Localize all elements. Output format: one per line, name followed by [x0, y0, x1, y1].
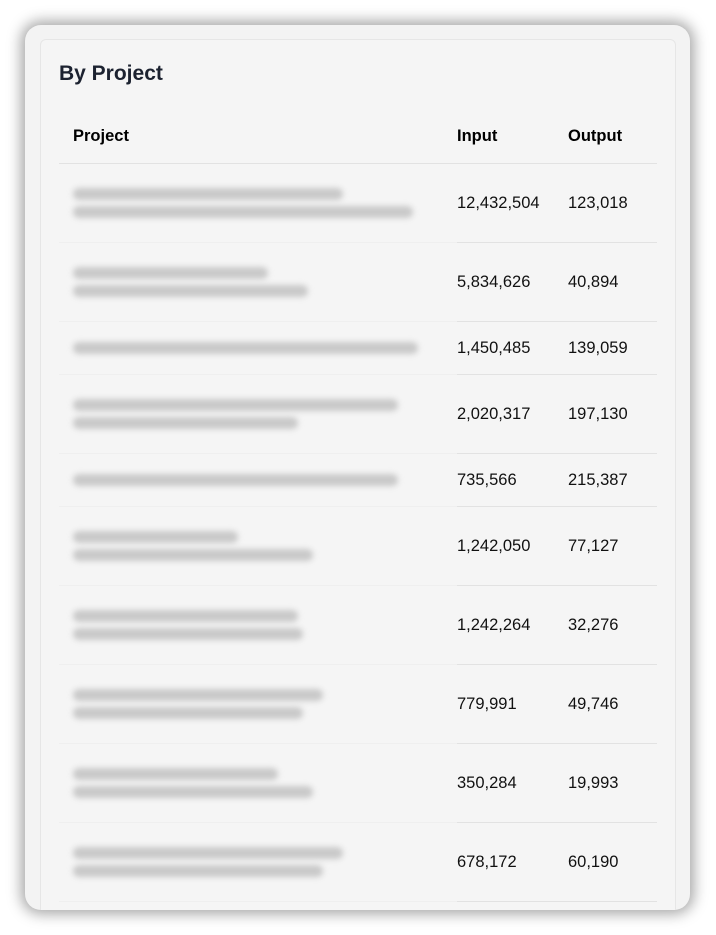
- project-name-redacted: [59, 586, 457, 665]
- input-tokens: 1,242,264: [457, 586, 568, 665]
- output-tokens: 139,059: [568, 322, 657, 375]
- blurred-text: [73, 188, 343, 200]
- section-title: By Project: [59, 62, 163, 85]
- project-name-redacted: [59, 823, 457, 902]
- project-usage-table: [59, 110, 657, 902]
- table-row[interactable]: [59, 243, 657, 322]
- blurred-text: [73, 707, 303, 719]
- table-row[interactable]: [59, 322, 657, 375]
- blurred-text: [73, 847, 343, 859]
- output-tokens: 32,276: [568, 586, 657, 665]
- output-tokens: 60,190: [568, 823, 657, 902]
- table-row[interactable]: [59, 507, 657, 586]
- project-name-redacted: [59, 243, 457, 322]
- column-header-output[interactable]: Output: [568, 110, 657, 164]
- output-tokens: 197,130: [568, 375, 657, 454]
- blurred-text: [73, 865, 323, 877]
- project-name-redacted: [59, 744, 457, 823]
- table-row[interactable]: [59, 164, 657, 243]
- blurred-text: [73, 267, 268, 279]
- blurred-text: [73, 689, 323, 701]
- table-row[interactable]: [59, 375, 657, 454]
- blurred-text: [73, 206, 413, 218]
- blurred-text: [73, 549, 313, 561]
- output-tokens: 123,018: [568, 164, 657, 243]
- input-tokens: 1,450,485: [457, 322, 568, 375]
- project-name-redacted: [59, 322, 457, 375]
- project-name-redacted: [59, 164, 457, 243]
- blurred-text: [73, 417, 298, 429]
- input-tokens: 350,284: [457, 744, 568, 823]
- blurred-text: [73, 285, 308, 297]
- input-tokens: 2,020,317: [457, 375, 568, 454]
- blurred-text: [73, 786, 313, 798]
- input-tokens: 735,566: [457, 454, 568, 507]
- by-project-panel: [40, 39, 676, 910]
- column-header-project[interactable]: Project: [59, 110, 457, 164]
- blurred-text: [73, 531, 238, 543]
- input-tokens: 678,172: [457, 823, 568, 902]
- table-row[interactable]: [59, 823, 657, 902]
- output-tokens: 40,894: [568, 243, 657, 322]
- input-tokens: 1,242,050: [457, 507, 568, 586]
- project-name-redacted: [59, 375, 457, 454]
- table-row[interactable]: [59, 665, 657, 744]
- usage-card: [25, 25, 690, 910]
- blurred-text: [73, 474, 398, 486]
- project-name-redacted: [59, 454, 457, 507]
- column-header-input[interactable]: Input: [457, 110, 568, 164]
- input-tokens: 5,834,626: [457, 243, 568, 322]
- input-tokens: 779,991: [457, 665, 568, 744]
- table-row[interactable]: [59, 744, 657, 823]
- blurred-text: [73, 342, 418, 354]
- table-row[interactable]: [59, 586, 657, 665]
- table-row[interactable]: [59, 454, 657, 507]
- output-tokens: 49,746: [568, 665, 657, 744]
- blurred-text: [73, 610, 298, 622]
- project-name-redacted: [59, 507, 457, 586]
- blurred-text: [73, 399, 398, 411]
- table-header-row: [59, 110, 657, 164]
- output-tokens: 19,993: [568, 744, 657, 823]
- output-tokens: 77,127: [568, 507, 657, 586]
- project-name-redacted: [59, 665, 457, 744]
- input-tokens: 12,432,504: [457, 164, 568, 243]
- blurred-text: [73, 768, 278, 780]
- blurred-text: [73, 628, 303, 640]
- output-tokens: 215,387: [568, 454, 657, 507]
